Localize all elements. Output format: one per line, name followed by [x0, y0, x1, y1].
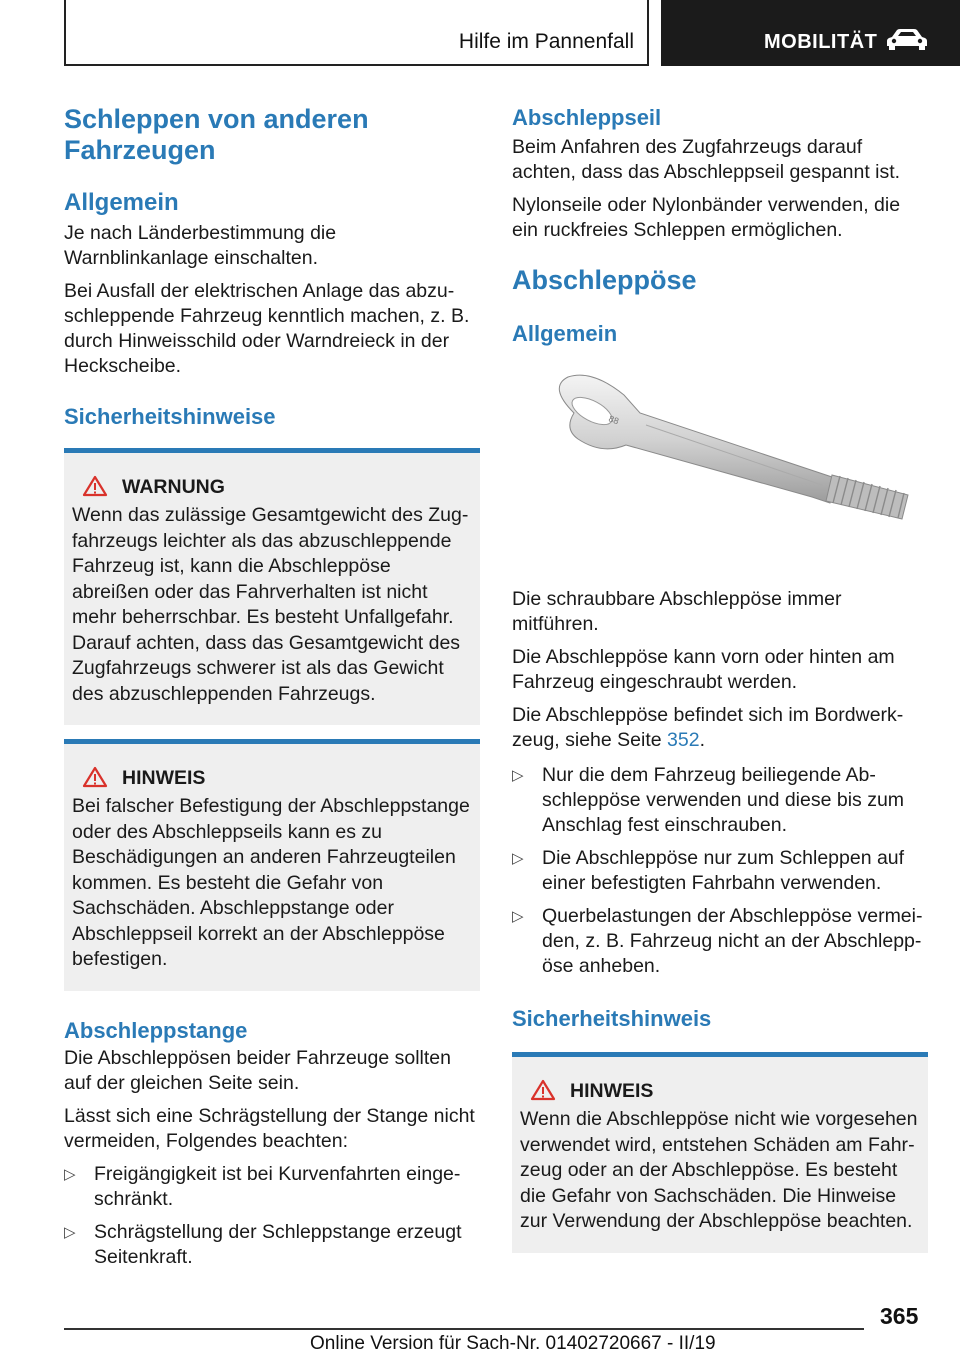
- triangle-bullet-icon: ▷: [64, 1223, 76, 1241]
- page-header: [0, 0, 960, 66]
- list-item: ▷ Die Abschleppöse nur zum Schleppen auf einer befestigten Fahrbahn verwenden.: [512, 847, 905, 894]
- footer-rule: [64, 1328, 864, 1330]
- page-reference-link[interactable]: 352: [667, 729, 700, 751]
- hint-title: [520, 1079, 920, 1104]
- heading-tow-rope: Abschleppseil: [512, 105, 662, 130]
- list-item: ▷ Freigängigkeit ist bei Kurvenfahrten eingeschränkt.: [64, 1162, 461, 1210]
- tow-bar-paragraph-1: Die Abschleppösen beider Fahrzeuge sollten auf der gleichen Seite sein.: [64, 1046, 452, 1094]
- list-item: ▷ Nur die dem Fahrzeug beiliegende Abschleppöse verwenden und diese bis zum Anschlag fest einschrauben.: [512, 764, 905, 836]
- hint-label: HINWEIS: [570, 1080, 654, 1102]
- page-number: 365: [880, 1303, 919, 1329]
- hint-title: [72, 766, 472, 791]
- hint-text: Bei falscher Befestigung der Abschleppstange oder des Abschleppseils kann es zu Beschädigungen an anderen Fahrzeugteilen kommen. Es besteht die Gefahr von Sachschäden. Abschleppstange oder Abschleppseil korrekt an der Abschleppöse befestigen.: [72, 795, 470, 970]
- tow-eye-image: [512, 369, 928, 569]
- heading-tow-eye-general: Allgemein: [512, 321, 618, 346]
- tow-eye-paragraph-3: Die Abschleppöse befindet sich im Bordwerkzeug, siehe Seite 352.: [512, 704, 904, 751]
- tow-eye-paragraph-2: Die Abschleppöse kann vorn oder hinten am Fahrzeug eingeschraubt werden.: [512, 646, 895, 693]
- warning-triangle-icon: [520, 1080, 570, 1102]
- tow-rope-paragraph-1: Beim Anfahren des Zugfahrzeugs darauf achten, dass das Abschleppseil gespannt ist.: [512, 136, 901, 183]
- left-column: [64, 100, 480, 1270]
- warning-box: [64, 448, 480, 725]
- header-chapter-label: MOBILITÄT: [764, 31, 878, 53]
- right-column: [512, 100, 928, 1253]
- triangle-bullet-icon: ▷: [512, 767, 524, 784]
- warning-triangle-icon: [72, 476, 122, 498]
- header-rule-bottom: [64, 64, 648, 66]
- hint-box: [512, 1052, 928, 1253]
- header-chapter-tab[interactable]: [661, 0, 960, 66]
- tow-eye-paragraph-1: Die schraubbare Abschleppöse immer mitführen.: [512, 588, 842, 635]
- hint-box: [64, 739, 480, 991]
- general-paragraph-1: Je nach Länderbestimmung die Warnblinkanlage einschalten.: [64, 222, 337, 269]
- header-rule-middle: [647, 0, 649, 66]
- warning-triangle-icon: [72, 767, 122, 789]
- triangle-bullet-icon: ▷: [64, 1165, 76, 1183]
- svg-text:88: 88: [607, 413, 621, 427]
- general-paragraph-2: Bei Ausfall der elektrischen Anlage das abzuschleppende Fahrzeug kenntlich machen, z. B. durch Hinweisschild oder Warndreieck in der Heckscheibe.: [64, 280, 470, 377]
- tow-eye-list: [512, 763, 928, 979]
- section-title-towing-other-vehicles: Schleppen von anderen Fahrzeugen: [64, 104, 369, 165]
- list-item: ▷ Querbelastungen der Abschleppöse vermeiden, z. B. Fahrzeug nicht an der Abschleppöse anheben.: [512, 905, 923, 977]
- tow-rope-paragraph-2: Nylonseile oder Nylonbänder verwenden, die ein ruckfreies Schleppen ermöglichen.: [512, 194, 901, 241]
- header-section-title: Hilfe im Pannenfall: [458, 30, 634, 53]
- heading-safety-note: Sicherheitshinweis: [512, 1006, 712, 1031]
- footer-edition-text: Online Version für Sach-Nr. 01402720667 - II/19: [310, 1333, 716, 1354]
- tow-bar-list: [64, 1162, 480, 1270]
- heading-tow-bar: Abschleppstange: [64, 1017, 248, 1043]
- triangle-bullet-icon: ▷: [512, 908, 524, 925]
- warning-title: [72, 475, 472, 500]
- car-icon: [886, 28, 928, 56]
- tow-bar-paragraph-2: Lässt sich eine Schrägstellung der Stange nicht vermeiden, Folgendes beachten:: [64, 1104, 475, 1152]
- heading-general: Allgemein: [64, 189, 179, 216]
- warning-label: WARNUNG: [122, 476, 225, 498]
- list-item: ▷ Schrägstellung der Schleppstange erzeugt Seitenkraft.: [64, 1220, 462, 1268]
- hint-label: HINWEIS: [122, 767, 206, 789]
- triangle-bullet-icon: ▷: [512, 850, 524, 867]
- hint-text: Wenn die Abschleppöse nicht wie vorgesehen verwendet wird, entstehen Schäden am Fahrzeug oder an der Abschleppöse. Es besteht die Gefahr von Sachschäden. Die Hinweise zur Verwendung der Abschleppöse beachten.: [520, 1108, 918, 1232]
- heading-tow-eye: Abschleppöse: [512, 265, 697, 295]
- heading-safety-notes: Sicherheitshinweise: [64, 404, 276, 429]
- warning-text: Wenn das zulässige Gesamtgewicht des Zugfahrzeugs leichter als das abzuschleppende Fahrzeug ist, kann die Abschleppöse abreißen oder das Fahrverhalten ist nicht mehr beherrschbar. Es besteht Unfallgefahr. Darauf achten, dass das Gesamtgewicht des Zugfahrzeugs schwerer ist als das Gewicht des abzuschleppenden Fahrzeugs.: [72, 504, 469, 705]
